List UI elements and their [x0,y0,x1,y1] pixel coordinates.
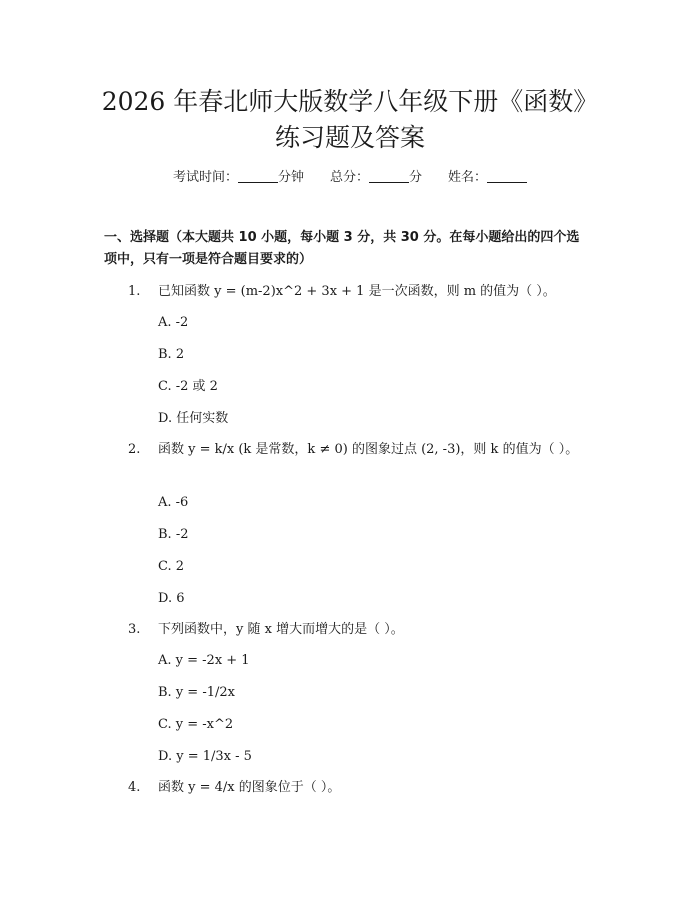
option-2b: B. -2 [158,527,189,542]
score-label: 总分： [329,170,369,185]
question-number: 3. [128,622,141,637]
option-1d: D. 任何实数 [158,411,229,426]
section-heading: 一、选择题（本大题共 10 小题，每小题 3 分，共 30 分。在每小题给出的四个选项中，只有一项是符合题目要求的） [104,230,580,267]
name-label: 姓名： [448,170,488,185]
option-2d: D. 6 [158,591,185,606]
exam-meta-line [0,168,700,188]
question-number: 1. [128,284,141,299]
question-text: 函数 y = k/x (k 是常数，k ≠ 0) 的图象过点 (2, -3)，则 k 的值为（ ）。 [158,442,579,457]
question-text: 函数 y = 4/x 的图象位于（ ）。 [158,780,341,795]
time-label: 考试时间： [172,170,238,185]
option-1b: B. 2 [158,347,185,362]
question-number: 4. [128,780,141,795]
question-text: 已知函数 y = (m-2)x^2 + 3x + 1 是一次函数，则 m 的值为（ ）。 [158,284,556,299]
score-unit: 分 [409,170,423,185]
question-number: 2. [128,442,141,457]
question-4 [104,777,594,799]
question-1 [104,281,594,303]
option-1c: C. -2 或 2 [158,379,218,394]
option-2c: C. 2 [158,559,185,574]
question-3 [104,619,594,641]
page-title-line1: 2026 年春北师大版数学八年级下册《函数》 [101,87,599,116]
option-3c: C. y = -x^2 [158,717,234,732]
option-1a: A. -2 [158,315,189,330]
option-3b: B. y = -1/2x [158,685,235,700]
question-text: 下列函数中，y 随 x 增大而增大的是（ ）。 [158,622,404,637]
option-3d: D. y = 1/3x - 5 [158,749,252,764]
page-title-line2: 练习题及答案 [274,123,425,152]
option-2a: A. -6 [158,495,189,510]
time-blank [238,168,278,183]
name-blank [487,168,527,183]
time-unit: 分钟 [277,170,304,185]
score-blank [369,168,409,183]
option-3a: A. y = -2x + 1 [158,653,250,668]
question-2 [104,439,594,461]
